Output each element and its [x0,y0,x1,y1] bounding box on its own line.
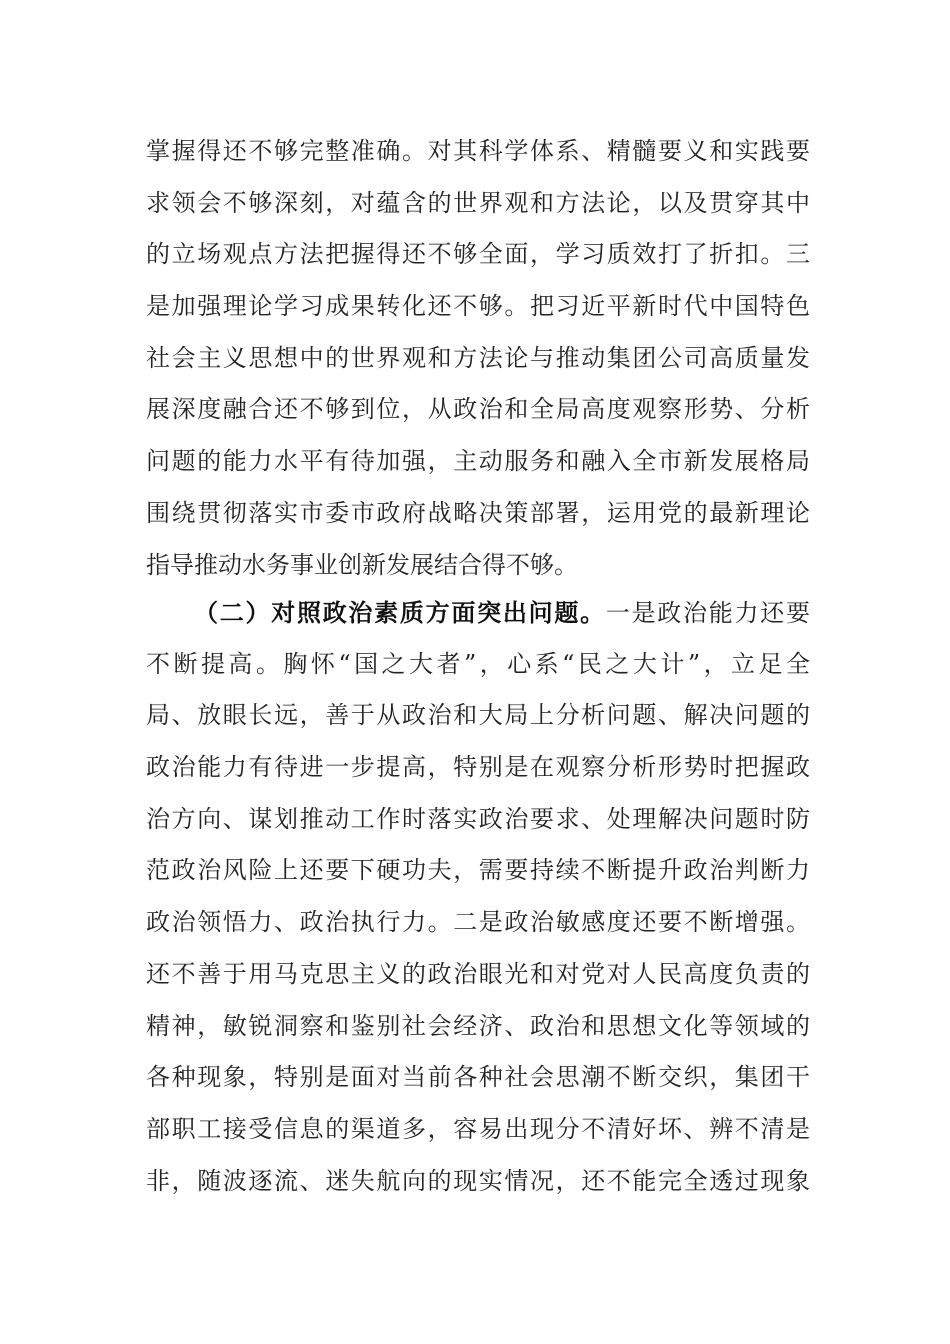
section-heading: （二）对照政治素质方面突出问题。 [194,598,606,627]
paragraph-line: 求领会不够深刻，对蕴含的世界观和方法论，以及贯穿其中 [146,188,810,217]
paragraph-line: 政治能力有待进一步提高，特别是在观察分析形势时把握政 [146,753,810,782]
paragraph-line: 精神，敏锐洞察和鉴别社会经济、政治和思想文化等领域的 [146,1011,810,1040]
paragraph-line: 问题的能力水平有待加强，主动服务和融入全市新发展格局 [146,447,810,476]
paragraph-line: 的立场观点方法把握得还不够全面，学习质效打了折扣。三 [146,240,810,269]
paragraph-line: 非，随波逐流、迷失航向的现实情况，还不能完全透过现象 [146,1166,810,1195]
paragraph-line: 局、放眼长远，善于从政治和大局上分析问题、解决问题的 [146,701,810,730]
paragraph-line: 展深度融合还不够到位，从政治和全局高度观察形势、分析 [146,395,810,424]
paragraph-line: 掌握得还不够完整准确。对其科学体系、精髓要义和实践要 [146,137,810,165]
paragraph-line: 各种现象，特别是面对当前各种社会思潮不断交织，集团干 [146,1063,810,1092]
paragraph-line: 治方向、谋划推动工作时落实政治要求、处理解决问题时防 [146,804,810,833]
heading-continuation: 一是政治能力还要 [605,599,810,627]
paragraph-line: 政治领悟力、政治执行力。二是政治敏感度还要不断增强。 [146,908,810,937]
paragraph-line: 社会主义思想中的世界观和方法论与推动集团公司高质量发 [146,343,810,372]
paragraph-line: 围绕贯彻落实市委市政府战略决策部署，运用党的最新理论 [146,498,810,527]
paragraph-first-line [146,587,810,639]
paragraph-2 [146,587,810,1207]
paragraph-1 [146,126,810,591]
paragraph-line: 不断提高。胸怀“国之大者”，心系“民之大计”，立足全 [146,649,810,678]
paragraph-line: 指导推动水务事业创新发展结合得不够。 [146,550,578,579]
paragraph-line: 还不善于用马克思主义的政治眼光和对党对人民高度负责的 [146,959,810,988]
paragraph-line: 范政治风险上还要下硬功夫，需要持续不断提升政治判断力 [146,856,810,885]
paragraph-line: 部职工接受信息的渠道多，容易出现分不清好坏、辨不清是 [146,1114,810,1143]
paragraph-line: 是加强理论学习成果转化还不够。把习近平新时代中国特色 [146,292,810,321]
